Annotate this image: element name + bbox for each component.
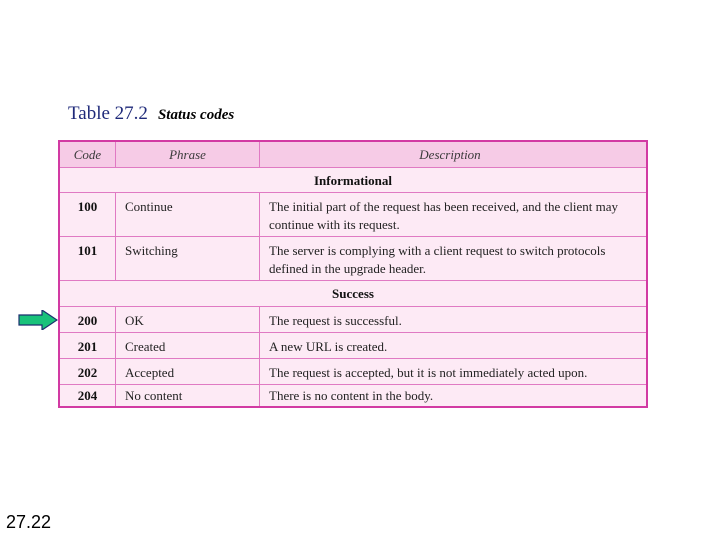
- table-row: [60, 307, 646, 332]
- table-header-row: [60, 142, 646, 167]
- status-code: 204: [77, 388, 98, 403]
- status-phrase: Created: [115, 333, 259, 358]
- section-title: Informational: [314, 173, 392, 188]
- table-row: [60, 385, 646, 406]
- status-description: A new URL is created.: [259, 333, 646, 358]
- section-row-success: [60, 281, 646, 306]
- status-code: 202: [77, 365, 98, 380]
- section-title: Success: [332, 286, 374, 301]
- status-phrase: OK: [115, 307, 259, 332]
- status-description: The request is successful.: [259, 307, 646, 332]
- status-code: 100: [77, 199, 98, 214]
- table-row: [60, 237, 646, 280]
- slide-number: 27.22: [6, 512, 52, 532]
- status-description: The initial part of the request has been received, and the client may continue with its request.: [259, 193, 646, 236]
- status-code: 201: [77, 339, 98, 354]
- status-description: The request is accepted, but it is not immediately acted upon.: [259, 359, 646, 384]
- header-code: Code: [73, 147, 102, 162]
- table-row: [60, 193, 646, 236]
- table-caption: [68, 103, 234, 125]
- status-phrase: No content: [115, 385, 259, 406]
- status-phrase: Switching: [115, 237, 259, 280]
- right-arrow-shape: [19, 310, 57, 330]
- status-codes-table: [58, 140, 648, 408]
- status-description: There is no content in the body.: [259, 385, 646, 406]
- status-phrase: Continue: [115, 193, 259, 236]
- table-row: [60, 333, 646, 358]
- header-phrase: Phrase: [115, 142, 259, 167]
- status-code: 101: [77, 243, 98, 258]
- status-code: 200: [77, 313, 98, 328]
- header-description: Description: [259, 142, 646, 167]
- table-row: [60, 359, 646, 384]
- table-caption-label: Table 27.2: [68, 103, 148, 124]
- status-description: The server is complying with a client request to switch protocols defined in the upgrade header.: [259, 237, 646, 280]
- right-arrow-icon: [18, 310, 58, 330]
- table-caption-title: Status codes: [157, 107, 235, 123]
- section-row-informational: [60, 168, 646, 192]
- status-phrase: Accepted: [115, 359, 259, 384]
